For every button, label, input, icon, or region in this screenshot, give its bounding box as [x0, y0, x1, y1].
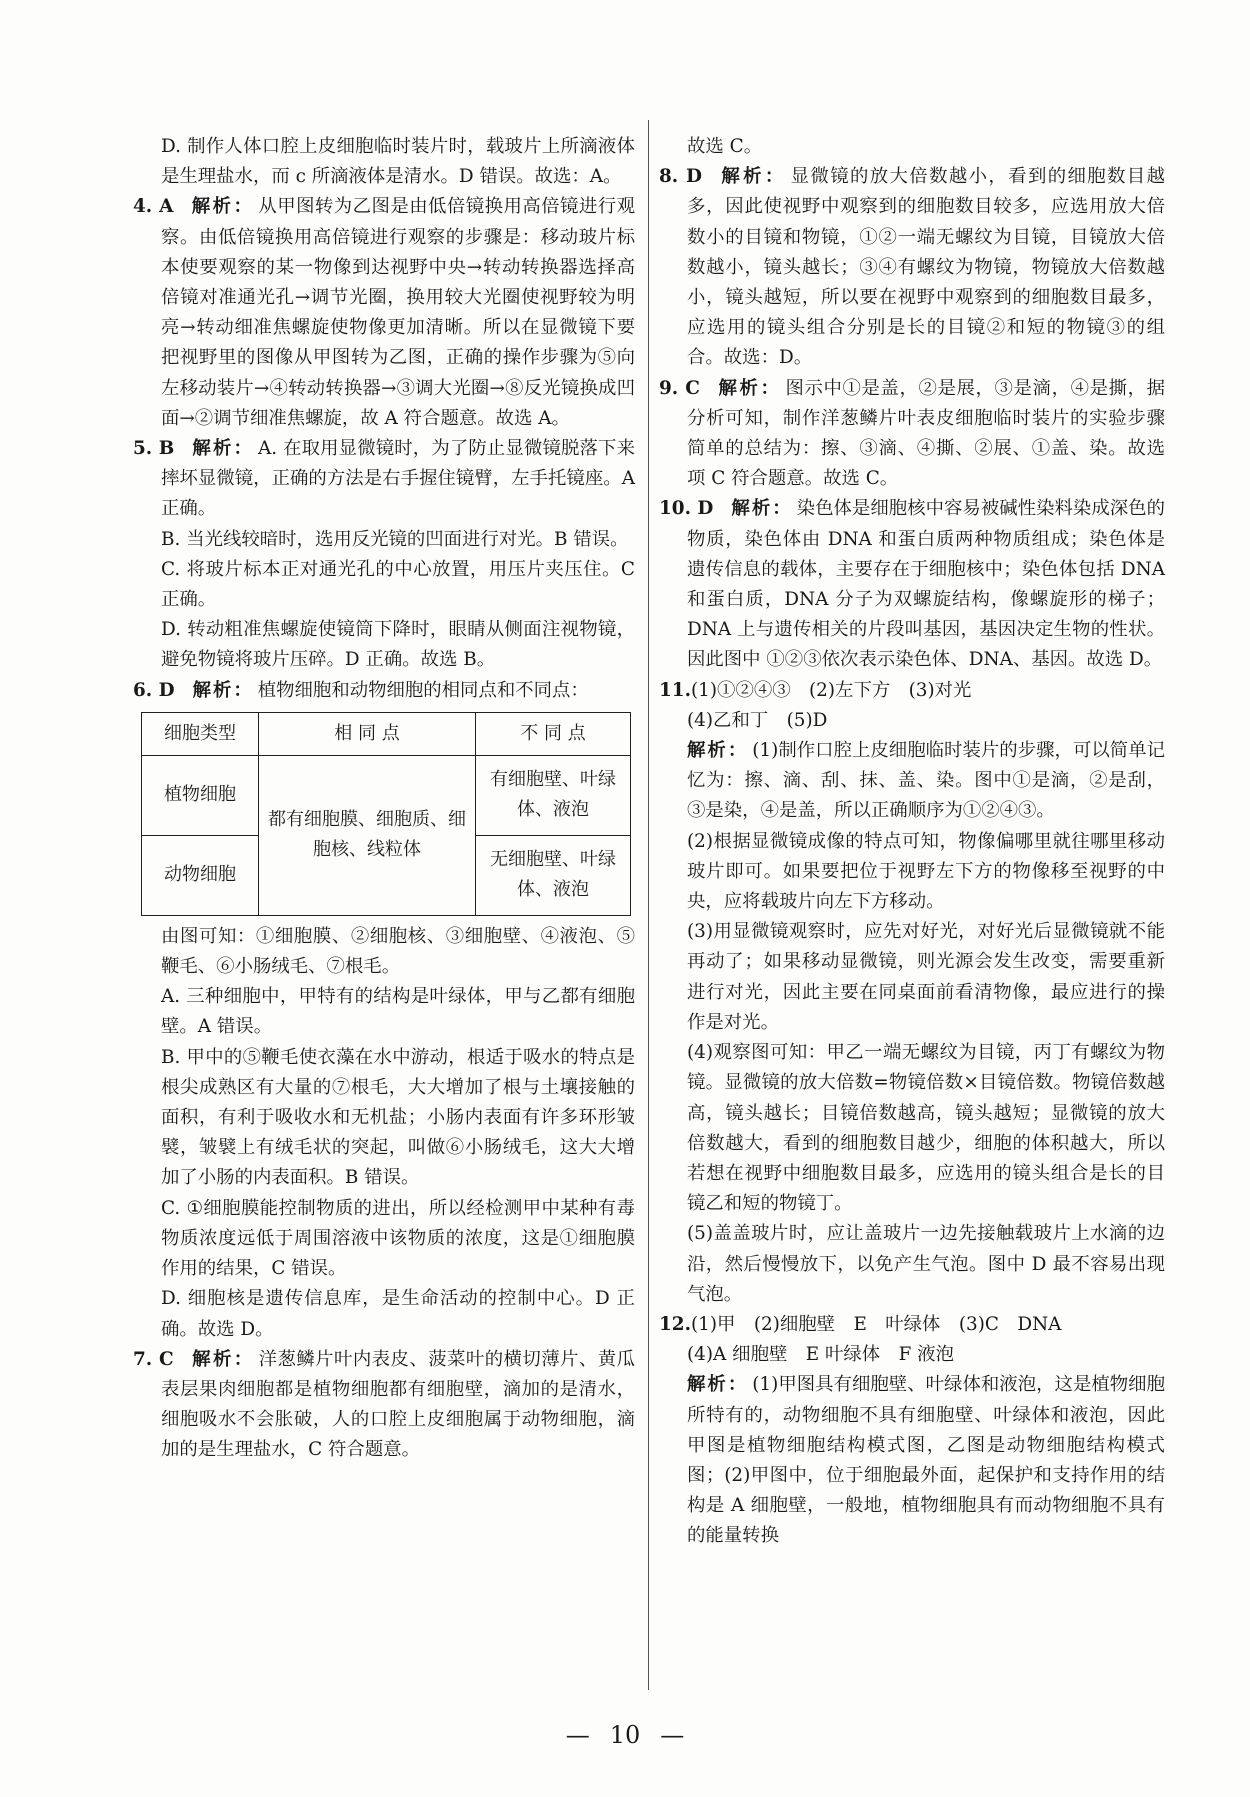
paragraph: (4)观察图可知：甲乙一端无螺纹为目镜，丙丁有螺纹为物镜。显微镜的放大倍数=物镜倍数×目镜倍数。物镜倍数越高，镜头越长；目镜倍数越高，镜头越短；显微镜的放大倍数越大，看到的细胞数目越少，细胞的体积越大，所以若想在视野中细胞数目最多，应选用的镜头组合是长的目镜乙和短的物镜丁。 — [687, 1042, 1165, 1215]
paragraph: C. ①细胞膜能控制物质的进出，所以经检测甲中某种有毒物质浓度远低于周围溶液中该物质的浓度，这是①细胞膜作用的结果，C 错误。 — [161, 1197, 635, 1280]
question-4 — [133, 192, 635, 434]
question-text: (1)甲图具有细胞壁、叶绿体和液泡，这是植物细胞所特有的，动物细胞不具有细胞壁、叶绿体和液泡，因此甲图是植物细胞结构模式图，乙图是动物细胞结构模式图；(2)甲图中，位于细胞最外面，起保护和支持作用的结构是 A 细胞壁，一般地，植物细胞具有而动物细胞不具有的能量转换 — [687, 1374, 1165, 1547]
cell-comparison-table — [141, 712, 631, 916]
paragraph: (2)根据显微镜成像的特点可知，物像偏哪里就往哪里移动玻片即可。如果要把位于视野左下方的物像移至视野的中央，应将载玻片向左下方移动。 — [687, 830, 1165, 913]
question-11 — [659, 676, 1165, 706]
question-number: 5. B — [133, 438, 175, 460]
analysis-label: 解析： — [731, 498, 793, 520]
paragraph: D. 转动粗准焦螺旋使镜筒下降时，眼睛从侧面注视物镜，避免物镜将玻片压碎。D 正确。故选 B。 — [161, 619, 635, 671]
paragraph: A. 三种细胞中，甲特有的结构是叶绿体，甲与乙都有细胞壁。A 错误。 — [161, 986, 635, 1038]
question-7 — [133, 1345, 635, 1466]
analysis-label: 解析： — [719, 166, 787, 188]
question-9 — [659, 374, 1165, 495]
question-text: 图示中①是盖，②是展，③是滴，④是撕，据分析可知，制作洋葱鳞片叶表皮细胞临时装片的实验步骤简单的总结为：擦、③滴、④撕、②展、①盖、染。故选项 C 符合题意。故选 C。 — [687, 377, 1165, 490]
footer-dash: — — [660, 1721, 685, 1749]
footer-dash: — — [565, 1721, 590, 1749]
question-5 — [133, 434, 635, 525]
question-text: 洋葱鳞片叶内表皮、菠菜叶的横切薄片、黄瓜表层果肉细胞都是植物细胞都有细胞壁，滴加的是清水，细胞吸水不会胀破，人的口腔上皮细胞属于动物细胞，滴加的是生理盐水，C 符合题意。 — [161, 1348, 635, 1461]
question-text: A. 在取用显微镜时，为了防止显微镜脱落下来摔坏显微镜，正确的方法是右手握住镜臂，左手托镜座。A 正确。 — [161, 438, 635, 520]
column-divider — [648, 120, 649, 1690]
table-cell: 有细胞壁、叶绿体、液泡 — [476, 755, 631, 835]
table-cell: 动物细胞 — [142, 835, 259, 915]
question-6 — [133, 676, 635, 706]
page-number: 10 — [609, 1721, 641, 1749]
question-text: 显微镜的放大倍数越小，看到的细胞数目越多，因此使视野中观察到的细胞数目较多，应选用放大倍数小的目镜和物镜，①②一端无螺纹为目镜，目镜放大倍数越小，镜头越长；③④有螺纹为物镜，物镜放大倍数越小，镜头越短，所以要在视野中观察到的细胞数目最多，应选用的镜头组合分别是长的目镜②和短的物镜③的组合。故选：D。 — [687, 166, 1165, 369]
paragraph: (5)盖盖玻片时，应让盖玻片一边先接触载玻片上水滴的边沿，然后慢慢放下，以免产生气泡。图中 D 最不容易出现气泡。 — [687, 1223, 1165, 1305]
paragraph: D. 制作人体口腔上皮细胞临时装片时，载玻片上所滴液体是生理盐水，而 c 所滴液体是清水。D 错误。故选：A。 — [161, 136, 635, 188]
question-number: 9. C — [659, 377, 700, 399]
left-column — [133, 132, 635, 1466]
question-number: 4. A — [133, 196, 174, 218]
answer-line: (1)甲 (2)细胞壁 E 叶绿体 (3)C DNA — [691, 1313, 1062, 1335]
question-number: 8. D — [659, 166, 702, 188]
analysis-label: 解析： — [191, 1348, 255, 1370]
paragraph — [659, 1370, 1165, 1551]
paragraph: 由图可知：①细胞膜、②细胞核、③细胞壁、④液泡、⑤鞭毛、⑥小肠绒毛、⑦根毛。 — [161, 925, 635, 978]
paragraph — [659, 736, 1165, 827]
page-footer — [0, 1720, 1250, 1750]
question-text: 从甲图转为乙图是由低倍镜换用高倍镜进行观察。由低倍镜换用高倍镜进行观察的步骤是：移动玻片标本使要观察的某一物像到达视野中央→转动转换器选择高倍镜对准通光孔→调节光圈，换用较大光圈使视野较为明亮→转动细准焦螺旋使物像更加清晰。所以在显微镜下要把视野里的图像从甲图转为乙图，正确的操作步骤为⑤向左移动装片→④转动转换器→③调大光圈→⑧反光镜换成凹面→②调节细准焦螺旋，故 A 符合题意。故选 A。 — [161, 196, 635, 429]
answer-line: (1)①②④③ (2)左下方 (3)对光 — [691, 679, 972, 701]
table-cell: 植物细胞 — [142, 755, 259, 835]
question-number: 10. D — [659, 498, 714, 520]
answer-line: (4)乙和丁 (5)D — [687, 709, 828, 731]
question-number: 11. — [659, 679, 691, 701]
table-header: 细胞类型 — [142, 712, 259, 755]
question-12 — [659, 1310, 1165, 1340]
analysis-label: 解析： — [192, 679, 254, 701]
analysis-label: 解析： — [717, 377, 782, 399]
question-number: 7. C — [133, 1348, 174, 1370]
analysis-label: 解析： — [192, 438, 254, 460]
table-cell: 无细胞壁、叶绿体、液泡 — [476, 835, 631, 915]
answer-line: (4)A 细胞壁 E 叶绿体 F 液泡 — [687, 1344, 954, 1366]
table-header: 不 同 点 — [476, 712, 631, 755]
paragraph: (3)用显微镜观察时，应先对好光，对好光后显微镜就不能再动了；如果移动显微镜，则光源会发生改变，需要重新进行对光，因此主要在同桌面前看清物像，最应进行的操作是对光。 — [687, 921, 1165, 1033]
question-text: (1)制作口腔上皮细胞临时装片的步骤，可以简单记忆为：擦、滴、刮、抹、盖、染。图中①是滴，②是刮，③是染，④是盖，所以正确顺序为①②④③。 — [687, 740, 1165, 822]
question-number: 6. D — [133, 679, 175, 701]
question-text: 植物细胞和动物细胞的相同点和不同点： — [257, 679, 589, 701]
question-text: 染色体是细胞核中容易被碱性染料染成深色的物质，染色体由 DNA 和蛋白质两种物质组成；染色体是遗传信息的载体，主要存在于细胞核中；染色体包括 DNA 和蛋白质，DNA 分子为双螺旋结构，像螺旋形的梯子；DNA 上与遗传相关的片段叫基因，基因决定生物的性状。因此图中 ①②③依次表示染色体、DNA、基因。故选 D。 — [687, 498, 1165, 671]
table-header: 相 同 点 — [259, 712, 476, 755]
analysis-label: 解析： — [687, 1374, 749, 1396]
question-number: 12. — [659, 1313, 691, 1335]
paragraph: 故选 C。 — [687, 136, 763, 157]
table-cell: 都有细胞膜、细胞质、细胞核、线粒体 — [259, 755, 476, 915]
paragraph: B. 甲中的⑤鞭毛使衣藻在水中游动，根适于吸水的特点是根尖成熟区有大量的⑦根毛，大大增加了根与土壤接触的面积，有利于吸收水和无机盐；小肠内表面有许多环形皱襞，皱襞上有绒毛状的突起，叫做⑥小肠绒毛，这大大增加了小肠的内表面积。B 错误。 — [161, 1046, 635, 1189]
paragraph: B. 当光线较暗时，选用反光镜的凹面进行对光。B 错误。 — [161, 528, 629, 550]
right-column — [659, 132, 1165, 1552]
analysis-label: 解析： — [687, 740, 749, 762]
question-8 — [659, 162, 1165, 373]
question-10 — [659, 494, 1165, 675]
paragraph: D. 细胞核是遗传信息库，是生命活动的控制中心。D 正确。故选 D。 — [161, 1288, 635, 1340]
paragraph: C. 将玻片标本正对通光孔的中心放置，用压片夹压住。C 正确。 — [161, 558, 635, 611]
analysis-label: 解析： — [191, 196, 255, 218]
